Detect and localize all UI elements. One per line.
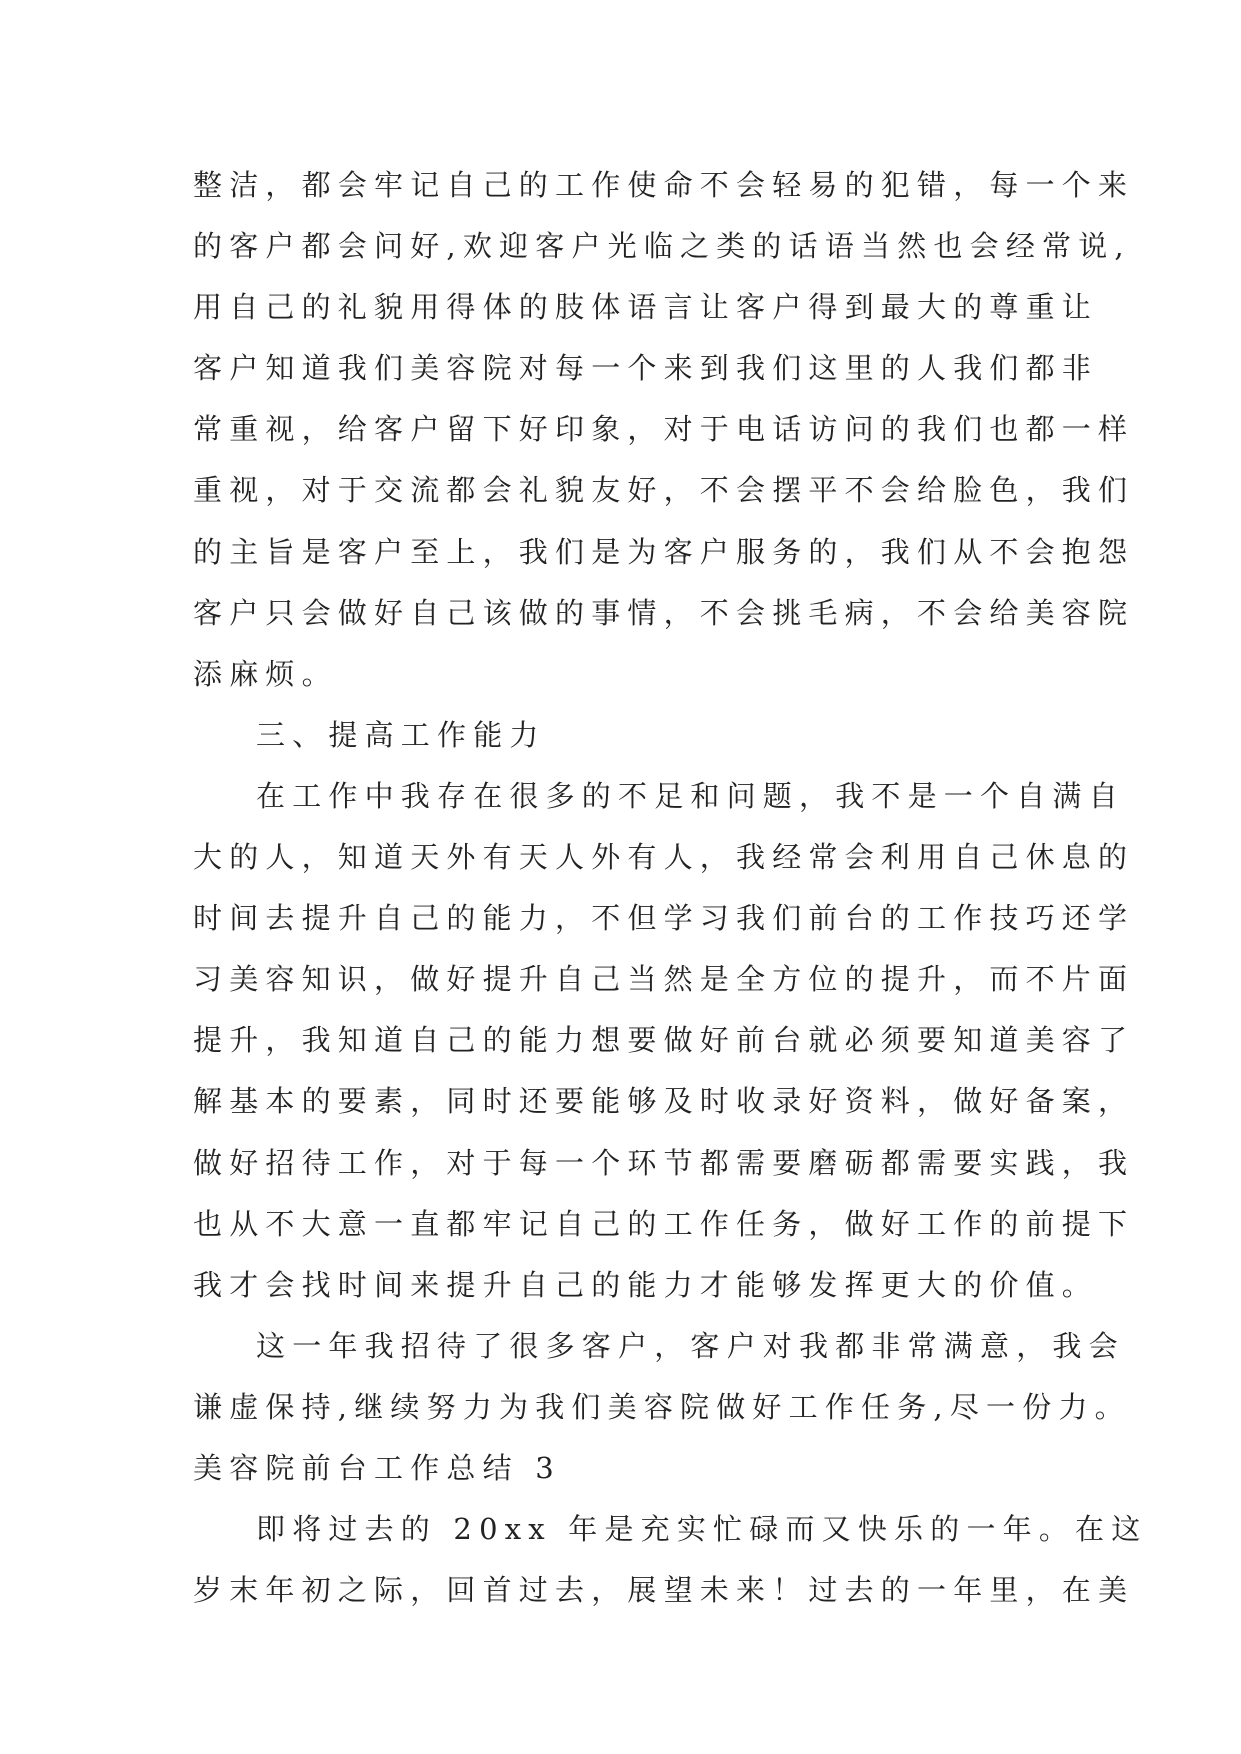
text-line: 大的人，知道天外有天人外有人，我经常会利用自己休息的 bbox=[193, 840, 1135, 875]
text-line: 岁末年初之际，回首过去，展望未来！过去的一年里，在美 bbox=[193, 1573, 1135, 1608]
text-line: 解基本的要素，同时还要能够及时收录好资料，做好备案， bbox=[193, 1084, 1135, 1119]
text-line: 提升，我知道自己的能力想要做好前台就必须要知道美容了 bbox=[193, 1023, 1135, 1058]
paragraph-start-line: 三、提高工作能力 bbox=[256, 717, 546, 752]
text-line: 美容院前台工作总结 3 bbox=[193, 1450, 561, 1485]
text-line: 时间去提升自己的能力，不但学习我们前台的工作技巧还学 bbox=[193, 901, 1135, 936]
text-line: 常重视，给客户留下好印象，对于电话访问的我们也都一样 bbox=[193, 412, 1135, 447]
document-body bbox=[193, 155, 1148, 1621]
paragraph-start-line: 这一年我招待了很多客户，客户对我都非常满意，我会 bbox=[256, 1328, 1125, 1363]
text-line: 客户知道我们美容院对每一个来到我们这里的人我们都非 bbox=[193, 351, 1099, 386]
text-line: 用自己的礼貌用得体的肢体语言让客户得到最大的尊重让 bbox=[193, 290, 1099, 325]
text-line: 的主旨是客户至上，我们是为客户服务的，我们从不会抱怨 bbox=[193, 534, 1135, 569]
text-line: 的客户都会问好,欢迎客户光临之类的话语当然也会经常说, bbox=[193, 229, 1131, 264]
text-line: 重视，对于交流都会礼貌友好，不会摆平不会给脸色，我们 bbox=[193, 473, 1135, 508]
text-line: 整洁，都会牢记自己的工作使命不会轻易的犯错，每一个来 bbox=[193, 168, 1135, 202]
text-line: 做好招待工作，对于每一个环节都需要磨砺都需要实践，我 bbox=[193, 1145, 1135, 1180]
text-line: 习美容知识，做好提升自己当然是全方位的提升，而不片面 bbox=[193, 962, 1135, 997]
text-line: 也从不大意一直都牢记自己的工作任务，做好工作的前提下 bbox=[193, 1206, 1135, 1241]
paragraph-start-line: 即将过去的 20xx 年是充实忙碌而又快乐的一年。在这 bbox=[256, 1512, 1148, 1547]
text-line: 我才会找时间来提升自己的能力才能够发挥更大的价值。 bbox=[193, 1267, 1099, 1302]
text-line: 客户只会做好自己该做的事情，不会挑毛病，不会给美容院 bbox=[193, 595, 1135, 630]
text-line: 谦虚保持,继续努力为我们美容院做好工作任务,尽一份力。 bbox=[193, 1389, 1131, 1424]
paragraph-start-line: 在工作中我存在很多的不足和问题，我不是一个自满自 bbox=[256, 778, 1125, 813]
text-line: 添麻烦。 bbox=[193, 656, 338, 691]
